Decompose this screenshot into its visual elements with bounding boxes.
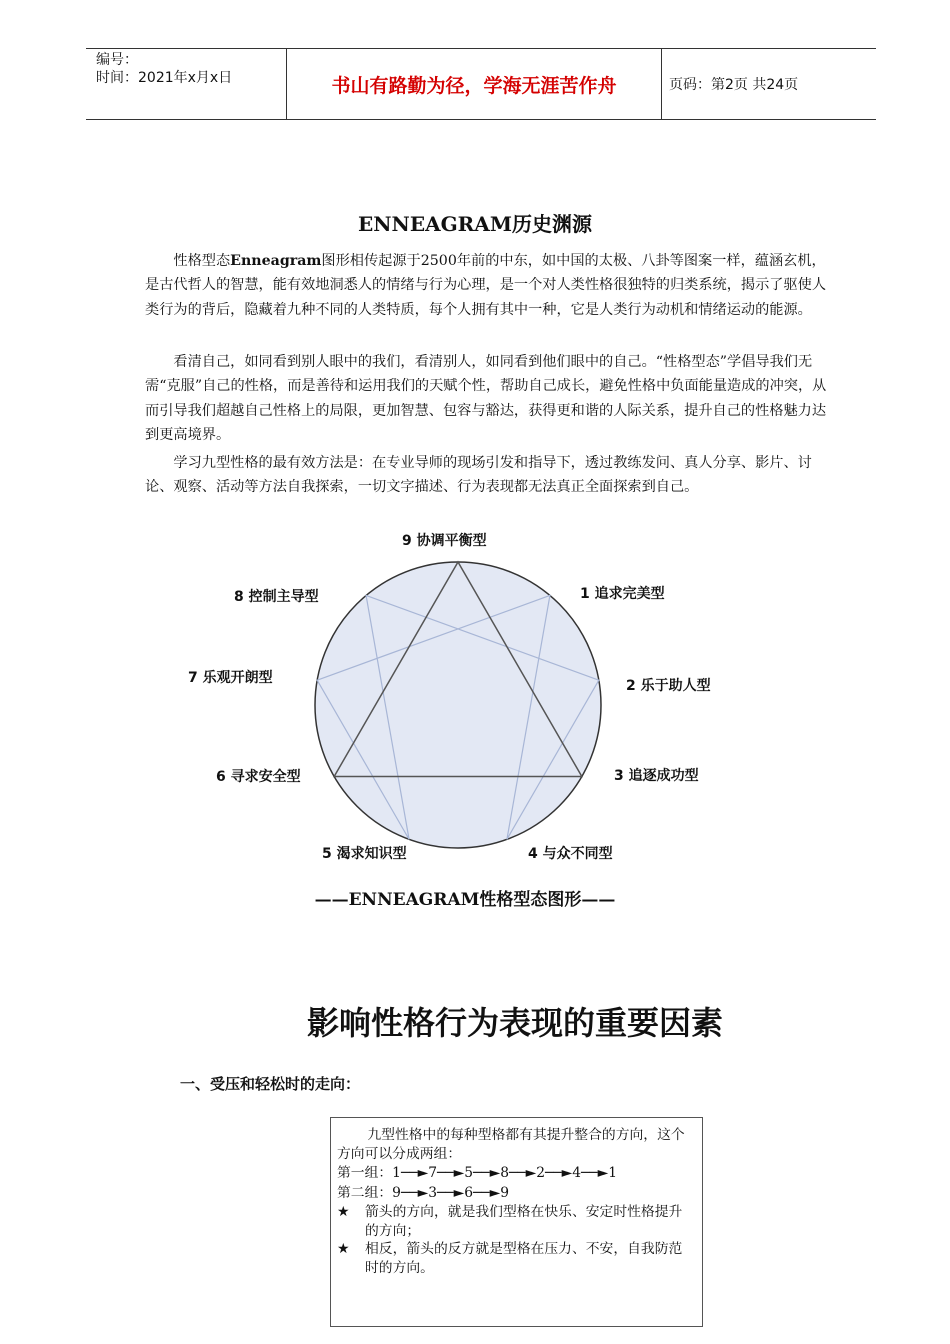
time-label: 时间：2021年x月x日: [96, 70, 233, 86]
enneagram-diagram: [0, 520, 950, 870]
factors-title: 影响性格行为表现的重要因素: [306, 1004, 723, 1042]
p1-rest: 图形相传起源于2500年前的中东，如中国的太极、八卦等图案一样，蕴涵玄机，是古代哲人的智慧，能有效地洞悉人的情绪与行为心理，是一个对人类性格很独特的归类系统，揭示了驱使人类行为的背后，隐藏着九种不同的人类特质，每个人拥有其中一种，它是人类行为动机和情绪运动的能源。: [145, 253, 827, 318]
paragraph-2: 看清自己，如同看到别人眼中的我们，看清别人，如同看到他们眼中的自己。“性格型态”学倡导我们无需“克服”自己的性格，而是善待和运用我们的天赋个性，帮助自己成长，避免性格中负面能量造成的冲突，从而引导我们超越自己性格上的局限，更加智慧、包容与豁达，获得更和谐的人际关系，提升自己的性格魅力达到更高境界。: [145, 354, 827, 443]
label-type-7: 7 乐观开朗型: [188, 670, 273, 686]
diagram-caption: ——ENNEAGRAM性格型态图形——: [314, 890, 616, 910]
label-type-3: 3 追逐成功型: [614, 768, 699, 784]
p1-bold-term: Enneagram: [230, 253, 322, 269]
note-2-text: 相反，箭头的反方就是型格在压力、不安，自我防范时的方向。: [365, 1241, 683, 1276]
label-type-6: 6 寻求安全型: [216, 769, 301, 785]
p1-start: 性格型态: [173, 253, 231, 269]
label-type-9: 9 协调平衡型: [402, 533, 487, 549]
paragraph-3: 学习九型性格的最有效方法是：在专业导师的现场引发和指导下，透过教练发问、真人分享、影片、讨论、观察、活动等方法自我探索，一切文字描述、行为表现都无法真正全面探索到自己。: [145, 455, 812, 496]
group-2-sequence: 第二组：9──►3──►6──►9: [337, 1184, 509, 1201]
header-motto: 书山有路勤为径，学海无涯苦作舟: [286, 49, 662, 119]
direction-box: [330, 1117, 703, 1327]
box-intro: 九型性格中的每种型格都有其提升整合的方向，这个方向可以分成两组：: [337, 1127, 685, 1162]
label-type-8: 8 控制主导型: [234, 589, 319, 605]
page-info: 页码：第2页 共24页: [669, 77, 799, 93]
section-1-heading: 一、受压和轻松时的走向：: [180, 1075, 361, 1093]
section-title: ENNEAGRAM历史渊源: [358, 212, 592, 236]
label-type-4: 4 与众不同型: [528, 846, 613, 862]
enneagram-circle: [315, 562, 601, 848]
note-1-text: 箭头的方向，就是我们型格在快乐、安定时性格提升的方向；: [365, 1204, 683, 1239]
note-1: [337, 1203, 696, 1240]
paragraph-1: [145, 249, 830, 322]
group-1-sequence: 第一组：1──►7──►5──►8──►2──►4──►1: [337, 1165, 617, 1181]
star-icon: ★: [337, 1241, 350, 1257]
note-2: [337, 1240, 696, 1277]
number-label: 编号：: [96, 52, 138, 68]
label-type-1: 1 追求完美型: [580, 586, 665, 602]
page-header: [86, 48, 876, 120]
label-type-5: 5 渴求知识型: [322, 846, 407, 862]
star-icon: ★: [337, 1204, 350, 1220]
header-meta: [96, 51, 232, 87]
label-type-2: 2 乐于助人型: [626, 678, 711, 694]
